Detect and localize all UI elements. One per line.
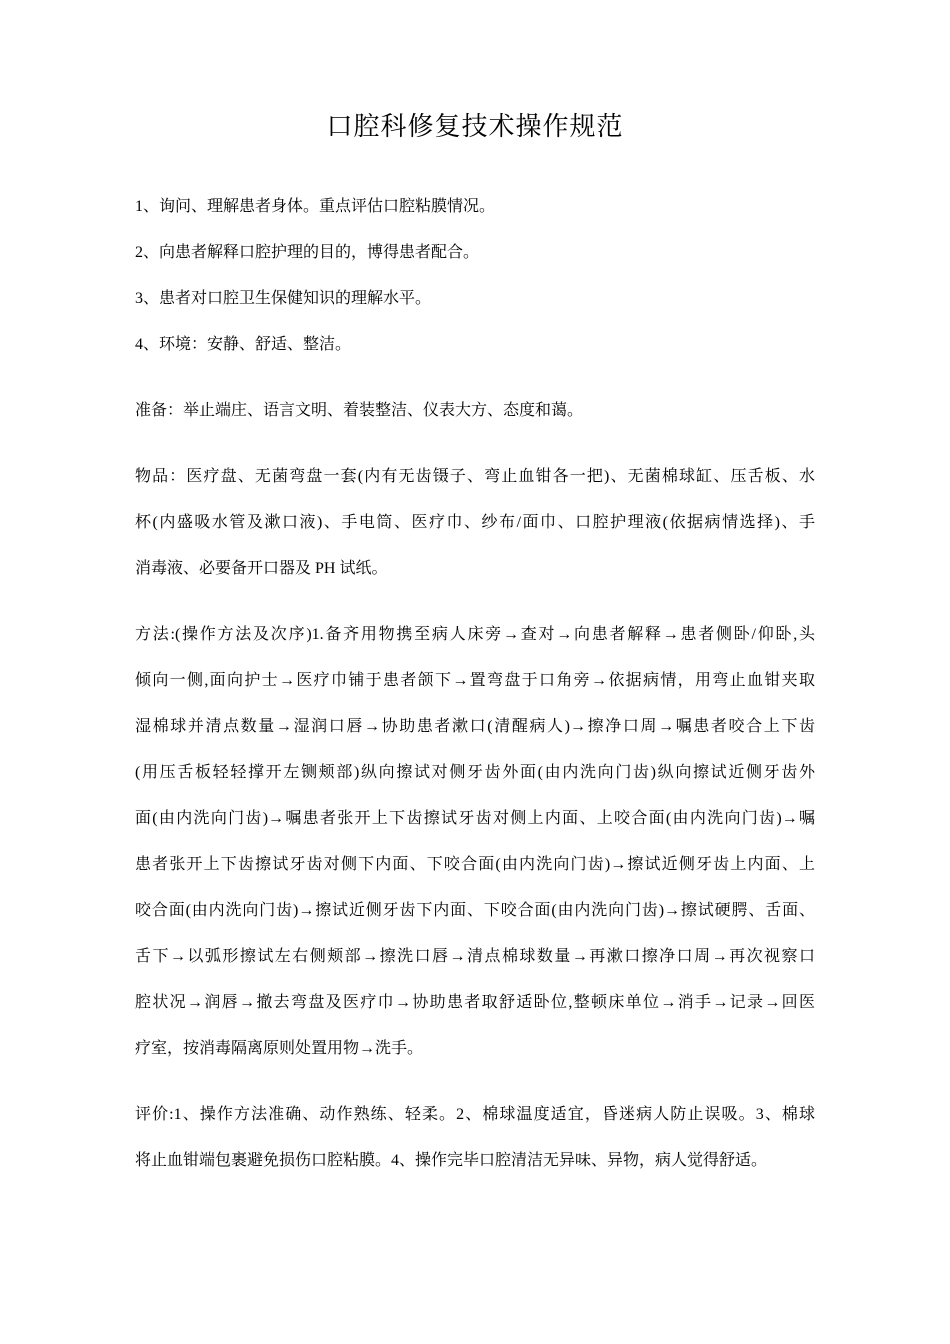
text-line: 1、询问、理解患者身体。重点评估口腔粘膜情况。 [135,198,496,215]
numbered-item-2 [135,230,815,276]
text-line: 腔状况→润唇→撤去弯盘及医疗巾→协助患者取舒适卧位,整顿床单位→消手→记录→回医 [135,994,815,1011]
numbered-item-3 [135,276,815,322]
text-line: 面(由内洗向门齿)→嘱患者张开上下齿擦试牙齿对侧上内面、上咬合面(由内洗向门齿)→嘱 [135,810,815,827]
text-line: 3、患者对口腔卫生保健知识的理解水平。 [135,290,432,307]
text-line: 方法:(操作方法及次序)1.备齐用物携至病人床旁→查对→向患者解释→患者侧卧/仰卧,头 [135,626,815,643]
text-line: (用压舌板轻轻撑开左铡颊部)纵向擦试对侧牙齿外面(由内洗向门齿)纵向擦试近侧牙齿外 [135,764,815,781]
text-line: 将止血钳端包裹避免损伤口腔粘膜。4、操作完毕口腔清洁无异味、异物，病人觉得舒适。 [135,1152,768,1169]
numbered-item-1 [135,184,815,230]
text-line: 物品：医疗盘、无菌弯盘一套(内有无齿镊子、弯止血钳各一把)、无菌棉球缸、压舌板、水 [135,468,815,485]
method-paragraph [135,612,815,1072]
text-line: 倾向一侧,面向护士→医疗巾铺于患者颌下→置弯盘于口角旁→依据病情，用弯止血钳夹取 [135,672,815,689]
text-line: 4、环境：安静、舒适、整洁。 [135,336,352,353]
text-line: 疗室，按消毒隔离原则处置用物→洗手。 [135,1040,424,1057]
evaluation-paragraph [135,1092,815,1184]
preparation-paragraph [135,388,815,434]
supplies-paragraph [135,454,815,592]
text-line: 杯(内盛吸水管及漱口液)、手电筒、医疗巾、纱布/面巾、口腔护理液(依据病情选择)、手 [135,514,815,531]
numbered-item-4 [135,322,815,368]
document-body [135,184,815,1184]
text-line: 评价:1、操作方法准确、动作熟练、轻柔。2、棉球温度适宜，昏迷病人防止误吸。3、棉球 [135,1106,815,1123]
text-line: 准备：举止端庄、语言文明、着装整洁、仪表大方、态度和蔼。 [135,402,584,419]
document-title: 口腔科修复技术操作规范 [326,112,624,141]
text-line: 舌下→以弧形擦试左右侧颊部→擦洗口唇→清点棉球数量→再漱口擦净口周→再次视察口 [135,948,815,965]
text-line: 患者张开上下齿擦试牙齿对侧下内面、下咬合面(由内洗向门齿)→擦试近侧牙齿上内面、上 [135,856,815,873]
text-line: 湿棉球并清点数量→湿润口唇→协助患者漱口(清醒病人)→擦净口周→嘱患者咬合上下齿 [135,718,815,735]
text-line: 消毒液、必要备开口器及 PH 试纸。 [135,560,388,577]
text-line: 咬合面(由内洗向门齿)→擦试近侧牙齿下内面、下咬合面(由内洗向门齿)→擦试硬腭、舌面、 [135,902,815,919]
text-line: 2、向患者解释口腔护理的目的，博得患者配合。 [135,244,480,261]
